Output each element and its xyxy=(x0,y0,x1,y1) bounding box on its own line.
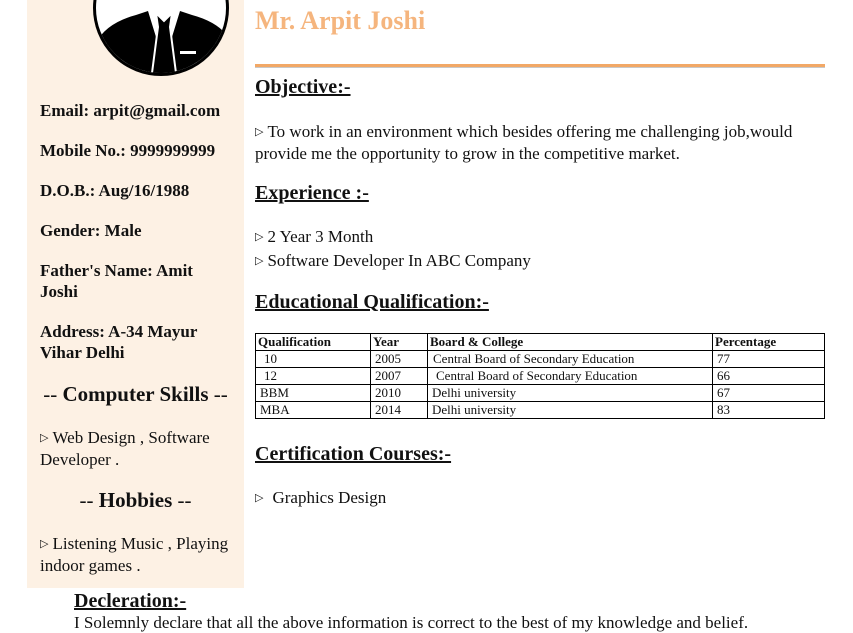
hobbies-text: ▷ Listening Music , Playing indoor games . xyxy=(40,534,229,575)
arrow-bullet-icon: ▷ xyxy=(255,492,264,504)
email-text: Email: arpit@gmail.com xyxy=(40,101,221,120)
table-cell: 2007 xyxy=(371,368,428,385)
table-cell: 12 xyxy=(256,368,371,385)
arrow-bullet-icon: ▷ xyxy=(255,231,264,243)
objective-heading: Objective:- xyxy=(255,76,351,98)
arrow-bullet-icon: ▷ xyxy=(40,432,49,444)
table-cell: 2010 xyxy=(371,385,428,402)
address-text: Address: A-34 Mayur Vihar Delhi xyxy=(40,322,198,362)
arrow-bullet-icon: ▷ xyxy=(255,255,264,267)
experience-item: ▷ Software Developer In ABC Company xyxy=(255,251,531,270)
table-row xyxy=(256,402,825,419)
objective-text: ▷ To work in an environment which besides offering me challenging job,would provide me the opportunity to grow in the competitive market. xyxy=(255,122,793,163)
table-row xyxy=(256,351,825,368)
column-header: Qualification xyxy=(256,334,371,351)
table-row xyxy=(256,368,825,385)
arrow-bullet-icon: ▷ xyxy=(40,538,49,550)
column-header: Board & College xyxy=(428,334,713,351)
sidebar xyxy=(27,0,244,588)
table-cell: Central Board of Secondary Education xyxy=(428,368,713,385)
table-cell: 2014 xyxy=(371,402,428,419)
table-cell: 66 xyxy=(713,368,825,385)
dob-text: D.O.B.: Aug/16/1988 xyxy=(40,181,190,200)
table-cell: 2005 xyxy=(371,351,428,368)
candidate-name: Mr. Arpit Joshi xyxy=(255,6,426,35)
table-cell: Delhi university xyxy=(428,402,713,419)
header-divider xyxy=(255,64,825,67)
certification-item: ▷ Graphics Design xyxy=(255,488,387,507)
table-cell: Central Board of Secondary Education xyxy=(428,351,713,368)
experience-item: ▷ 2 Year 3 Month xyxy=(255,227,374,246)
table-header-row xyxy=(256,334,825,351)
declaration-text: I Solemnly declare that all the above information is correct to the best of my knowledge and belief. xyxy=(74,613,749,632)
certification-heading: Certification Courses:- xyxy=(255,443,452,465)
table-cell: 67 xyxy=(713,385,825,402)
father-name-text: Father's Name: Amit Joshi xyxy=(40,261,193,301)
computer-skills-heading: -- Computer Skills -- xyxy=(43,382,228,406)
mobile-text: Mobile No.: 9999999999 xyxy=(40,141,216,160)
column-header: Year xyxy=(371,334,428,351)
education-heading: Educational Qualification:- xyxy=(255,291,489,313)
education-table xyxy=(255,333,825,419)
table-row xyxy=(256,385,825,402)
table-cell: MBA xyxy=(256,402,371,419)
experience-heading: Experience :- xyxy=(255,182,369,204)
profile-avatar xyxy=(93,0,229,76)
hobbies-heading: -- Hobbies -- xyxy=(79,488,192,512)
computer-skills-text: ▷ Web Design , Software Developer . xyxy=(40,428,210,469)
declaration-heading: Decleration:- xyxy=(74,590,187,612)
table-cell: 10 xyxy=(256,351,371,368)
table-cell: BBM xyxy=(256,385,371,402)
table-cell: 83 xyxy=(713,402,825,419)
gender-text: Gender: Male xyxy=(40,221,142,240)
arrow-bullet-icon: ▷ xyxy=(255,126,264,138)
table-cell: 77 xyxy=(713,351,825,368)
table-cell: Delhi university xyxy=(428,385,713,402)
column-header: Percentage xyxy=(713,334,825,351)
person-silhouette-icon xyxy=(96,0,229,76)
